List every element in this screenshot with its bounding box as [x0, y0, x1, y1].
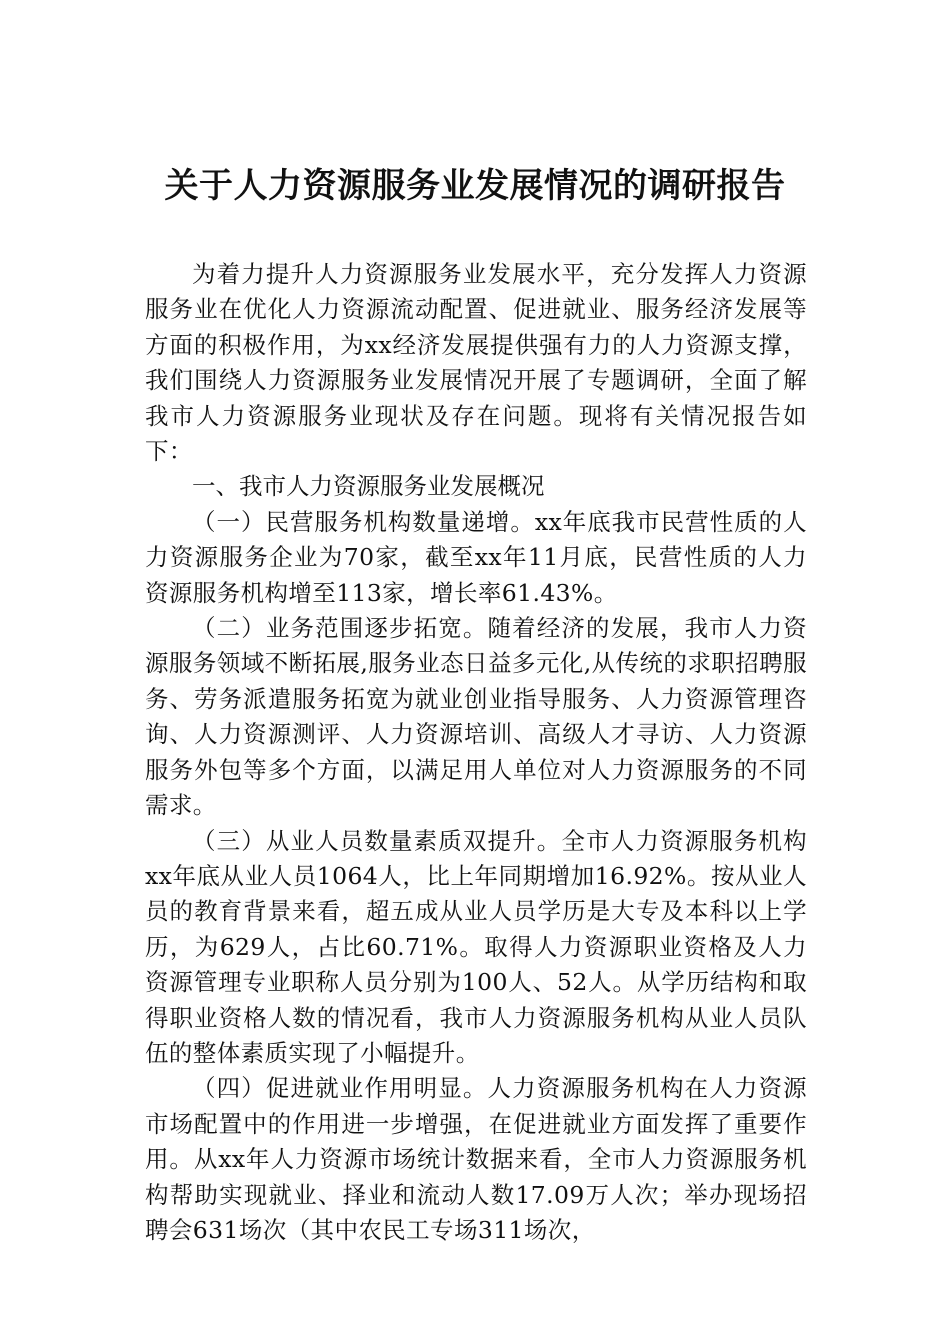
item-text: xx年底我市民营性质的人力资源服务企业为70家，截至xx年11月底，民营性质的人力资源服务机构增至113家，增长率61.43%。: [145, 507, 807, 607]
item-paragraph-2: [145, 611, 807, 823]
section-heading: 一、我市人力资源服务业发展概况: [192, 472, 545, 501]
item-lead: （四）促进就业作用明显。: [192, 1074, 488, 1103]
item-text: 随着经济的发展，我市人力资源服务领域不断拓展,服务业态日益多元化,从传统的求职招聘服务、劳务派遣服务拓宽为就业创业指导服务、人力资源管理咨询、人力资源测评、人力资源培训、高级人才寻访、人力资源服务外包等多个方面，以满足用人单位对人力资源服务的不同需求。: [145, 614, 807, 820]
item-text: 人力资源服务机构在人力资源市场配置中的作用进一步增强，在促进就业方面发挥了重要作用。从xx年人力资源市场统计数据来看，全市人力资源服务机构帮助实现就业、择业和流动人数17.09万人次；举办现场招聘会631场次（其中农民工专场311场次，: [145, 1074, 807, 1244]
item-paragraph-3: [145, 824, 807, 1072]
item-paragraph-1: [145, 505, 807, 611]
intro-paragraph: 为着力提升人力资源服务业发展水平，充分发挥人力资源服务业在优化人力资源流动配置、促进就业、服务经济发展等方面的积极作用，为xx经济发展提供强有力的人力资源支撑，我们围绕人力资源服务业发展情况开展了专题调研，全面了解我市人力资源服务业现状及存在问题。现将有关情况报告如下：: [145, 260, 807, 466]
item-text: 全市人力资源服务机构xx年底从业人员1064人，比上年同期增加16.92%。按从业人员的教育背景来看，超五成从业人员学历是大专及本科以上学历，为629人，占比60.71%。取得人力资源职业资格及人力资源管理专业职称人员分别为100人、52人。从学历结构和取得职业资格人数的情况看，我市人力资源服务机构从业人员队伍的整体素质实现了小幅提升。: [145, 826, 807, 1067]
document-body: [145, 257, 807, 1248]
document-title: 关于人力资源服务业发展情况的调研报告: [164, 166, 786, 206]
item-paragraph-4: [145, 1071, 807, 1248]
item-lead: （三）从业人员数量素质双提升。: [192, 826, 562, 855]
item-lead: （一）民营服务机构数量递增。: [192, 507, 535, 536]
item-lead: （二）业务范围逐步拓宽。: [192, 614, 488, 643]
